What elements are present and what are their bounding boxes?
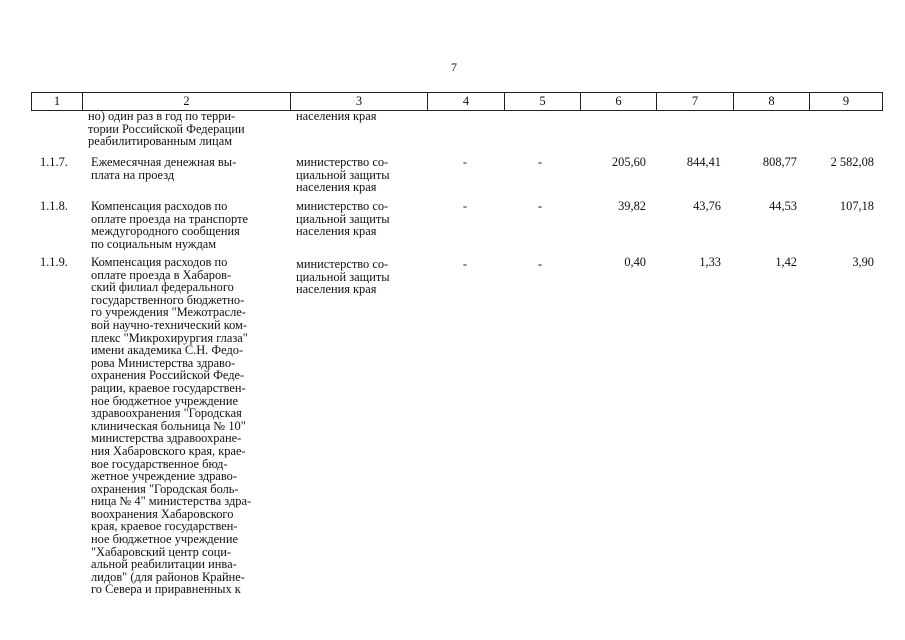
page-number: 7 [451, 60, 457, 74]
text-line: по социальным нуждам [91, 236, 217, 251]
text-line: министерства здравоохране- [91, 431, 242, 446]
text-line: вой научно-технический ком- [91, 317, 248, 332]
text-line: "Хабаровский центр соци- [91, 544, 232, 559]
row-col9-value: 3,90 [852, 255, 874, 269]
row-number: 1.1.7. [40, 155, 68, 169]
text-line: плекс "Микрохирургия глаза" [91, 330, 248, 345]
text-line: имени академика С.Н. Федо- [91, 343, 244, 358]
row-col4-value: - [462, 155, 468, 169]
row-col5-value: - [537, 155, 543, 169]
row-col9-value: 107,18 [839, 199, 874, 213]
text-line: клиническая больница № 10" [91, 418, 246, 433]
text-line: населения края [296, 282, 377, 297]
text-line: междугородного сообщения [91, 224, 240, 239]
row-executor [296, 156, 390, 194]
text-line: жетное учреждение здраво- [91, 469, 237, 484]
row-col6-value: 205,60 [611, 155, 646, 169]
text-line: альной реабилитации инва- [91, 557, 237, 572]
text-line: го учреждения "Межотрасле- [91, 305, 246, 320]
row-number: 1.1.8. [40, 199, 68, 213]
row-name [91, 256, 251, 596]
text-line: ния Хабаровского края, крае- [91, 443, 246, 458]
text-line: циальной защиты [296, 269, 390, 284]
column-header: 3 [291, 93, 428, 111]
text-line: лидов" (для районов Крайне- [91, 569, 245, 584]
row-col6-value: 0,40 [624, 255, 646, 269]
text-line: охранения "Городская боль- [91, 481, 239, 496]
text-line: оплате проезда в Хабаров- [91, 267, 232, 282]
row-col8-value: 1,42 [775, 255, 797, 269]
text-line: рова Министерства здраво- [91, 355, 236, 370]
row-col5-value: - [537, 199, 543, 213]
text-line: населения края [296, 180, 377, 195]
text-line: населения края [296, 224, 377, 239]
row-col7-value: 844,41 [686, 155, 721, 169]
text-line: министерство со- [296, 155, 389, 169]
continuation-name [88, 110, 245, 148]
text-line: Ежемесячная денежная вы- [91, 155, 237, 169]
text-line: края, краевое государствен- [91, 519, 238, 534]
text-line: государственного бюджетно- [91, 292, 245, 307]
row-col7-value: 43,76 [693, 199, 721, 213]
text-line: министерство со- [296, 199, 389, 213]
column-header: 4 [428, 93, 505, 111]
text-line: рации, краевое государствен- [91, 380, 246, 395]
column-header: 9 [810, 93, 883, 111]
text-line: воохранения Хабаровского [91, 506, 234, 521]
text-line: реабилитированным лицам [88, 134, 233, 149]
row-col5-value: - [537, 257, 543, 271]
text-line: вое государственное бюд- [91, 456, 228, 471]
text-line: ница № 4" министерства здра- [91, 494, 252, 509]
row-name [91, 200, 248, 250]
text-line: ное бюджетное учреждение [91, 532, 238, 547]
text-line: циальной защиты [296, 211, 390, 226]
text-line: ное бюджетное учреждение [91, 393, 238, 408]
text-line: циальной защиты [296, 167, 390, 182]
text-line: плата на проезд [91, 167, 175, 182]
row-col8-value: 808,77 [762, 155, 797, 169]
column-header: 1 [32, 93, 83, 111]
row-col8-value: 44,53 [769, 199, 797, 213]
text-line: го Севера и приравненных к [91, 582, 241, 597]
text-line: охранения Российской Феде- [91, 368, 245, 383]
column-header: 2 [83, 93, 291, 111]
row-col9-value: 2 582,08 [830, 155, 874, 169]
column-header: 5 [505, 93, 581, 111]
row-col4-value: - [462, 257, 468, 271]
row-name [91, 156, 236, 181]
text-line: Компенсация расходов по [91, 255, 228, 269]
text-line: тории Российской Федерации [88, 121, 245, 136]
row-number: 1.1.9. [40, 255, 68, 269]
row-executor [296, 258, 390, 296]
row-col4-value: - [462, 199, 468, 213]
text-line: Компенсация расходов по [91, 199, 228, 213]
column-header: 8 [734, 93, 810, 111]
column-header: 6 [581, 93, 657, 111]
text-line: здравоохранения "Городская [91, 406, 242, 421]
text-line: населения края [296, 109, 377, 123]
row-col6-value: 39,82 [618, 199, 646, 213]
text-line: оплате проезда на транспорте [91, 211, 248, 226]
column-header: 7 [657, 93, 734, 111]
text-line: министерство со- [296, 257, 389, 271]
text-line: ский филиал федерального [91, 280, 234, 295]
row-executor [296, 200, 390, 238]
row-col7-value: 1,33 [699, 255, 721, 269]
continuation-executor [296, 110, 376, 123]
text-line: но) один раз в год по терри- [88, 109, 236, 123]
